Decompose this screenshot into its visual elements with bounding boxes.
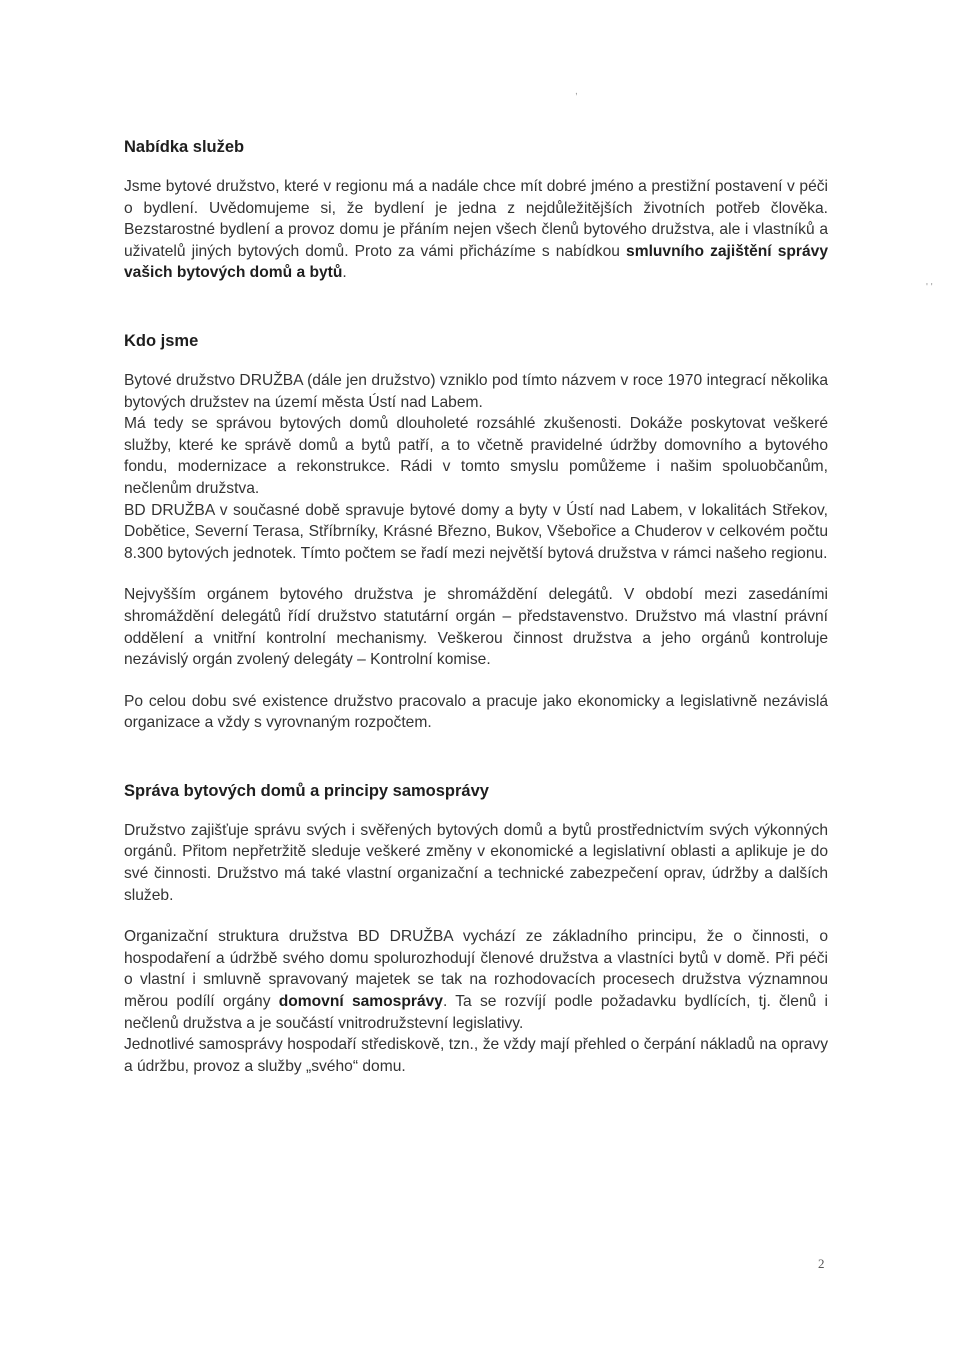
scan-speck: , — [575, 86, 578, 97]
paragraph-nabidka: Jsme bytové družstvo, které v regionu má a nadále chce mít dobré jméno a prestižní postavení v péči o bydlení. Uvědomujeme si, že bydlení je jedna z nejdůležitějších životních potřeb člověka. Bezstarostné bydlení a provoz domu je přáním nejen všech členů bytového družstva, ale i vlastníků a uživatelů jiných bytových domů. Proto za vámi přicházíme s nabídkou smluvního zajištění správy vašich bytových domů a bytů. — [124, 178, 828, 282]
bold-phrase: domovní samosprávy — [278, 993, 443, 1011]
paragraph-sprava-1: Družstvo zajišťuje správu svých i svěřených bytových domů a bytů prostřednictvím svých výkonných orgánů. Přitom nepřetržitě sleduje veškeré změny v ekonomické a legislativní oblasti a aplikuje je do své činnosti. Družstvo má také vlastní organizační a technické zabezpečení oprav, údržby a dalších služeb. — [124, 821, 828, 904]
paragraph-sprava-2: Organizační struktura družstva BD DRUŽBA vychází ze základního principu, že o činnosti, o hospodaření a údržbě svého domu spolurozhodují členové družstva a vlastníci bytů v domě. Při péči o vlastní i smluvně spravovaný majetek se tak na rozhodovacích procesech družstva významnou měrou podílí orgány domovní samosprávy. Ta se rozvíjí podle požadavku bydlících, tj. členů i nečlenů družstva a je součástí vnitrodružstevní legislativy. — [124, 928, 828, 1032]
document-content — [124, 134, 828, 1077]
heading-kdo-jsme: Kdo jsme — [124, 331, 199, 350]
paragraph-kdo-jsme-3: BD DRUŽBA v současné době spravuje bytové domy a byty v Ústí nad Labem, v lokalitách Střekov, Dobětice, Severní Terasa, Stříbrníky, Krásné Březno, Bukov, Všebořice a Chuderov v celkovém počtu 8.300 bytových jednotek. Tímto počtem se řadí mezi největší bytová družstva v rámci našeho regionu. — [124, 501, 828, 562]
paragraph-kdo-jsme-4: Nejvyšším orgánem bytového družstva je shromáždění delegátů. V období mezi zasedáními shromáždění delegátů řídí družstvo statutární orgán – představenstvo. Družstvo má vlastní právní oddělení a vnitřní kontrolní mechanismy. Veškerou činnost družstva a jeho orgánů kontroluje nezávislý orgán zvolený delegáty – Kontrolní komise. — [124, 586, 828, 669]
heading-sprava-bytovych-domu: Správa bytových domů a principy samosprávy — [124, 781, 489, 800]
scan-speck: ' ' — [926, 282, 933, 293]
paragraph-kdo-jsme-5: Po celou dobu své existence družstvo pracovalo a pracuje jako ekonomicky a legislativně nezávislá organizace a vždy s vyrovnaným rozpočtem. — [124, 692, 828, 732]
heading-nabidka-sluzeb: Nabídka služeb — [124, 138, 245, 156]
paragraph-sprava-3: Jednotlivé samosprávy hospodaří střediskově, tzn., že vždy mají přehled o čerpání nákladů na opravy a údržbu, provoz a služby „svého“ domu. — [124, 1036, 828, 1075]
paragraph-kdo-jsme-1: Bytové družstvo DRUŽBA (dále jen družstvo) vzniklo pod tímto názvem v roce 1970 integrací několika bytových družstev na území města Ústí nad Labem. — [124, 371, 828, 411]
bold-phrase: smluvního zajištění správy vašich bytových domů a bytů — [124, 242, 828, 282]
page-number: 2 — [818, 1256, 825, 1271]
paragraph-kdo-jsme-2: Má tedy se správou bytových domů dlouholeté rozsáhlé zkušenosti. Dokáže poskytovat veškeré služby, které ke správě domů a bytů patří, a to včetně pravidelné údržby domovního a bytového fondu, modernizace a rekonstrukce. Rádi v tomto smyslu pomůžeme i našim spoluobčanům, nečlenům družstva. — [124, 415, 828, 497]
